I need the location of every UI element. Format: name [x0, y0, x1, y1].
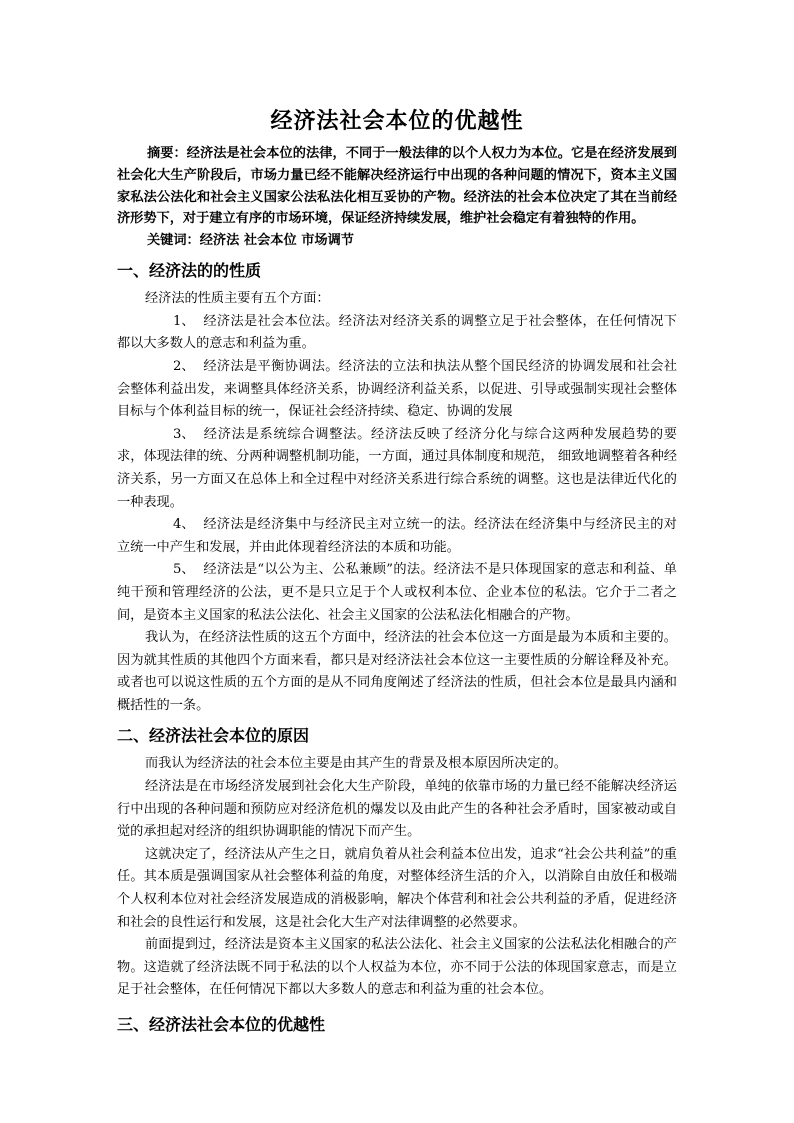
section1-intro: 经济法的性质主要有五个方面： [145, 291, 330, 307]
item-number: 5、 [173, 562, 195, 578]
section-heading-2: 二、经济法社会本位的原因 [117, 726, 310, 746]
section2-paragraph: 前面提到过，经济法是资本主义国家的私法公法化、社会主义国家的公法私法化相融合的产物。这造就了经济法既不同于私法的以个人权益为本位，亦不同于公法的体现国家意志，而是立足于社会整体，在任何情况下都以大多数人的意志和利益为重的社会本位。 [117, 937, 677, 998]
list-item [117, 356, 677, 424]
document-title: 经济法社会本位的优越性 [270, 108, 524, 134]
list-item [117, 311, 677, 356]
section-heading-3: 三、经济法社会本位的优越性 [117, 1015, 326, 1034]
item-text: 经济法是平衡协调法。经济法的立法和执法从整个国民经济的协调发展和社会社会整体利益出发，来调整具体经济关系，协调经济利益关系，以促进、引导或强制实现社会整体目标与个体利益目标的统一，保证社会经济持续、稳定、协调的发展 [117, 358, 677, 420]
item-text: 经济法是系统综合调整法。经济法反映了经济分化与综合这两种发展趋势的要求，体现法律的统、分两种调整机制功能，一方面，通过具体制度和规范， 细致地调整着各种经济关系，另一方面又在总体上和全过程中对经济关系进行综合系统的调整。这也是法律近代化的一种表现。 [117, 426, 677, 510]
item-text: 经济法是社会本位法。经济法对经济关系的调整立足于社会整体，在任何情况下都以大多数人的意志和利益为重。 [117, 313, 677, 352]
item-number: 2、 [173, 358, 195, 374]
section-heading-1: 一、经济法的的性质 [117, 261, 262, 281]
item-number: 4、 [173, 517, 195, 533]
list-item [117, 514, 677, 559]
item-text: 经济法是经济集中与经济民主对立统一的法。经济法在经济集中与经济民主的对立统一中产生和发展，并由此体现着经济法的本质和功能。 [117, 517, 677, 555]
document-body [117, 104, 677, 1042]
list-item [117, 424, 677, 514]
section2-paragraph: 这就决定了，经济法从产生之日，就肩负着从社会利益本位出发，追求“社会公共利益”的重任。其本质是强调国家从社会整体利益的角度，对整体经济生活的介入，以消除自由放任和极端个人权利本位对社会经济发展造成的消极影响，解决个体营利和社会公共利益的矛盾，促进经济和社会的良性运行和发展，这是社会化大生产对法律调整的必然要求。 [117, 846, 677, 930]
abstract: 摘要：经济法是社会本位的法律，不同于一般法律的以个人权力为本位。它是在经济发展到社会化大生产阶段后，市场力量已经不能解决经济运行中出现的各种问题的情况下，资本主义国家私法公法化和社会主义国家公法私法化相互妥协的产物。经济法的社会本位决定了其在当前经济形势下，对于建立有序的市场环境，保证经济持续发展，维护社会稳定有着独特的作用。 [117, 146, 677, 227]
item-text: 经济法是“以公为主、公私兼顾”的法。经济法不是只体现国家的意志和利益、单纯干预和管理经济的公法，更不是只立足于个人或权利本位、企业本位的私法。它介于二者之间，是资本主义国家的私法公法化、社会主义国家的公法私法化相融合的产物。 [117, 562, 677, 623]
section1-conclusion: 我认为，在经济法性质的这五个方面中，经济法的社会本位这一方面是最为本质和主要的。因为就其性质的其他四个方面来看，都只是对经济法社会本位这一主要性质的分解诠释及补充。或者也可以说这性质的五个方面的是从不同角度阐述了经济法的性质，但社会本位是最具内涵和概括性的一条。 [117, 630, 677, 713]
list-item [117, 559, 677, 627]
section2-paragraph: 经济法是在市场经济发展到社会化大生产阶段，单纯的依靠市场的力量已经不能解决经济运行中出现的各种问题和预防应对经济危机的爆发以及由此产生的各种社会矛盾时，国家被动或自觉的承担起对经济的组织协调职能的情况下而产生。 [117, 779, 677, 840]
section2-paragraph: 而我认为经济法的社会本位主要是由其产生的背景及根本原因所决定的。 [145, 756, 567, 772]
keywords: 关键词：经济法 社会本位 市场调节 [147, 233, 354, 249]
item-number: 1、 [173, 313, 195, 329]
item-number: 3、 [173, 426, 195, 442]
